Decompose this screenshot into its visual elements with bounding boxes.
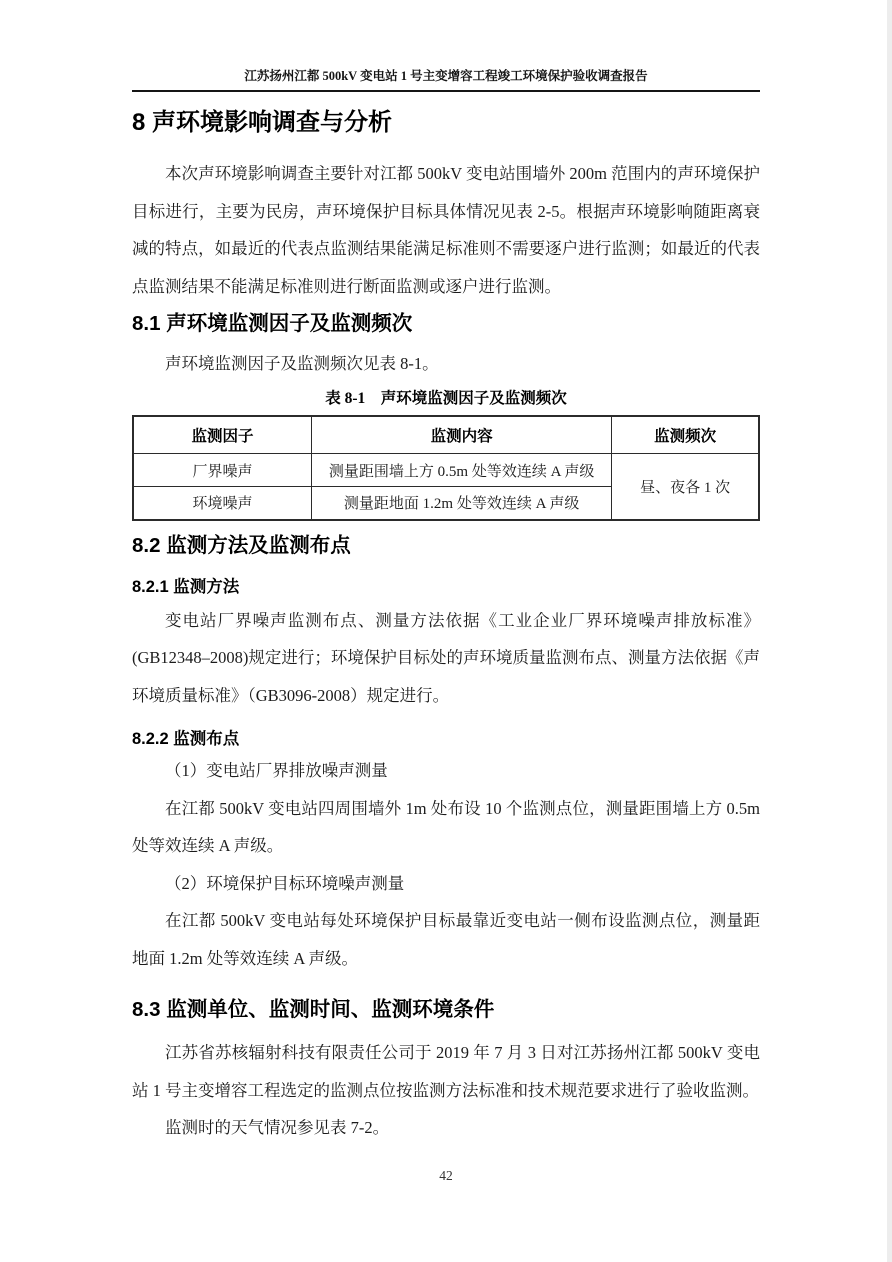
section-8-1-title: 8.1 声环境监测因子及监测频次 — [132, 312, 413, 335]
subsection-8-2-2-title: 8.2.2 监测布点 — [132, 730, 240, 748]
subsection-8-2-1-title: 8.2.1 监测方法 — [132, 577, 240, 596]
table-header-frequency: 监测频次 — [612, 416, 759, 454]
subsection-8-2-2-item1-body: 在江都 500kV 变电站四周围墙外 1m 处布设 10 个监测点位，测量距围墙上方 0.5m 处等效连续 A 声级。 — [132, 798, 760, 855]
page-number: 42 — [439, 1168, 453, 1183]
scan-edge-shadow — [887, 0, 892, 1262]
section-8-2-title: 8.2 监测方法及监测布点 — [132, 533, 351, 557]
table-cell-frequency: 昼、夜各 1 次 — [612, 454, 759, 520]
header-rule — [132, 90, 760, 92]
monitoring-table — [132, 415, 760, 521]
table-row — [133, 454, 759, 487]
table-cell-content: 测量距围墙上方 0.5m 处等效连续 A 声级 — [311, 454, 611, 487]
table-header-factor: 监测因子 — [133, 416, 311, 454]
running-header: 江苏扬州江都 500kV 变电站 1 号主变增容工程竣工环境保护验收调查报告 — [244, 69, 648, 83]
table-cell-factor: 厂界噪声 — [133, 454, 311, 487]
section-8-3-title: 8.3 监测单位、监测时间、监测环境条件 — [132, 998, 495, 1021]
subsection-8-2-2-item2-body: 在江都 500kV 变电站每处环境保护目标最靠近变电站一侧布设监测点位，测量距地面 1.2m 处等效连续 A 声级。 — [132, 911, 760, 968]
table-header-content: 监测内容 — [311, 416, 611, 454]
table-8-1-caption: 表 8-1 声环境监测因子及监测频次 — [325, 389, 567, 407]
table-cell-content: 测量距地面 1.2m 处等效连续 A 声级 — [311, 487, 611, 520]
subsection-8-2-2-item2-title: （2）环境保护目标环境噪声测量 — [165, 873, 405, 893]
table-header-row — [133, 416, 759, 454]
chapter-intro-paragraph: 本次声环境影响调查主要针对江都 500kV 变电站围墙外 200m 范围内的声环境保护目标进行，主要为民房，声环境保护目标具体情况见表 2-5。根据声环境影响随距离衰减的特点，如最近的代表点监测结果能满足标准则不需要逐户进行监测；如最近的代表点监测结果不能满足标准则进行断面监测或逐户进行监测。 — [132, 164, 760, 296]
section-8-1-lead: 声环境监测因子及监测频次见表 8-1。 — [165, 354, 439, 373]
subsection-8-2-1-body: 变电站厂界噪声监测布点、测量方法依据《工业企业厂界环境噪声排放标准》(GB12348–2008)规定进行；环境保护目标处的声环境质量监测布点、测量方法依据《声环境质量标准》（GB3096-2008）规定进行。 — [132, 610, 760, 705]
table-cell-factor: 环境噪声 — [133, 487, 311, 520]
chapter-title: 8 声环境影响调查与分析 — [132, 109, 393, 136]
page-content — [132, 0, 760, 1147]
section-8-3-body1: 江苏省苏核辐射科技有限责任公司于 2019 年 7 月 3 日对江苏扬州江都 500kV 变电站 1 号主变增容工程选定的监测点位按监测方法标准和技术规范要求进行了验收监测。 — [132, 1043, 760, 1100]
section-8-3-body2: 监测时的天气情况参见表 7-2。 — [165, 1118, 390, 1137]
subsection-8-2-2-item1-title: （1）变电站厂界排放噪声测量 — [165, 761, 388, 780]
